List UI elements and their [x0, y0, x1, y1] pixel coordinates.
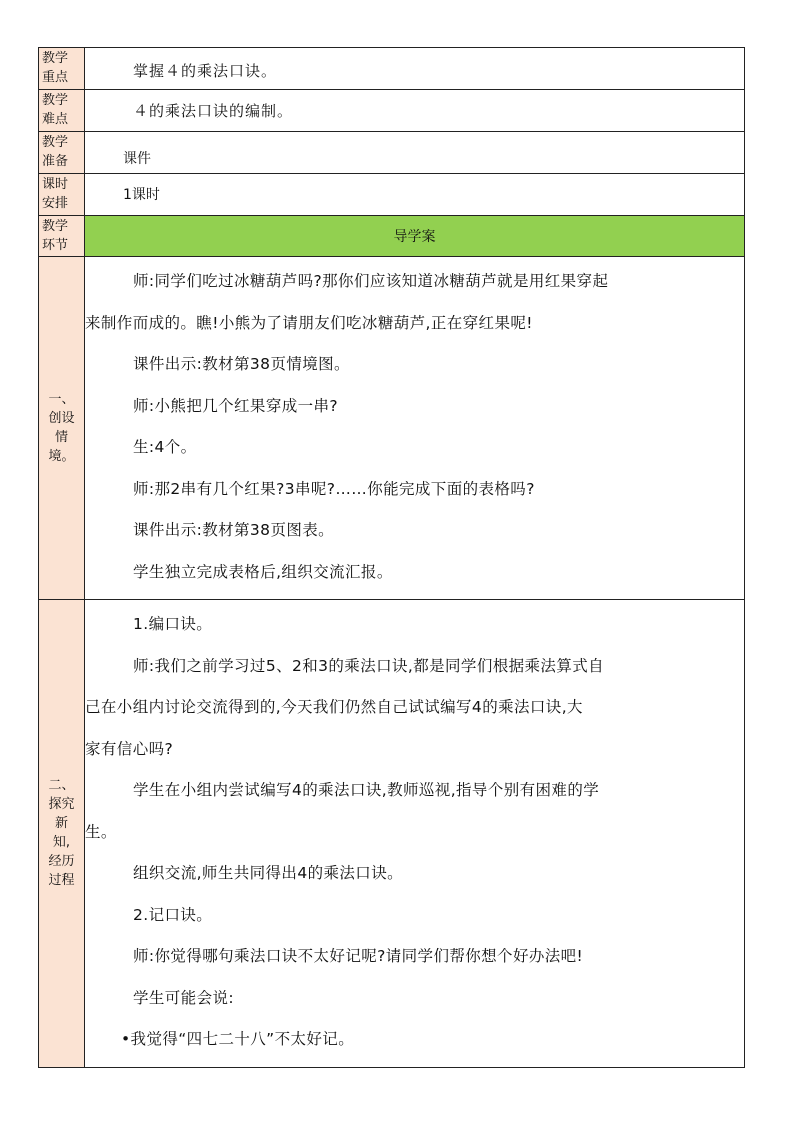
preparation-text: 课件 — [85, 132, 745, 174]
section-1-content — [85, 257, 745, 600]
lesson-plan-table — [38, 47, 745, 1068]
paragraph: 来制作而成的。瞧!小熊为了请朋友们吃冰糖葫芦,正在穿红果呢! — [85, 313, 533, 332]
label-key-point: 教学 重点 — [39, 48, 85, 90]
label-stage: 教学 环节 — [39, 216, 85, 257]
paragraph: 2.记口诀。 — [133, 905, 213, 924]
paragraph: 师:那2串有几个红果?3串呢?……你能完成下面的表格吗? — [133, 479, 535, 498]
key-point-text: 掌握４的乘法口诀。 — [85, 48, 745, 90]
bullet-item: •我觉得“四七二十八”不太好记。 — [121, 1030, 355, 1048]
paragraph: 师:同学们吃过冰糖葫芦吗?那你们应该知道冰糖葫芦就是用红果穿起 — [133, 272, 609, 290]
paragraph: 师:我们之前学习过5、2和3的乘法口诀,都是同学们根据乘法算式自 — [133, 656, 605, 675]
stage-header: 导学案 — [85, 216, 745, 257]
row-preparation — [39, 132, 745, 174]
section-2-label: 二、 探究 新 知, 经历 过程 — [39, 600, 85, 1068]
paragraph: 己在小组内讨论交流得到的,今天我们仍然自己试试编写4的乘法口诀,大 — [85, 698, 583, 716]
section-2-content — [85, 600, 745, 1068]
paragraph: 生。 — [85, 822, 117, 841]
paragraph: 师:小熊把几个红果穿成一串? — [133, 396, 339, 415]
schedule-text: 1课时 — [85, 174, 745, 216]
paragraph: 生:4个。 — [133, 438, 197, 456]
paragraph: 学生在小组内尝试编写4的乘法口诀,教师巡视,指导个别有困难的学 — [133, 781, 600, 799]
section-1-label: 一、 创设 情 境。 — [39, 257, 85, 600]
paragraph: 课件出示:教材第38页情境图。 — [133, 355, 350, 373]
label-preparation: 教学 准备 — [39, 132, 85, 174]
row-key-point — [39, 48, 745, 90]
label-difficulty: 教学 难点 — [39, 90, 85, 132]
paragraph: 课件出示:教材第38页图表。 — [133, 521, 335, 539]
paragraph: 1.编口诀。 — [133, 615, 213, 633]
section-1-row — [39, 257, 745, 600]
row-difficulty — [39, 90, 745, 132]
difficulty-text: ４的乘法口诀的编制。 — [85, 90, 745, 132]
row-schedule — [39, 174, 745, 216]
row-stage — [39, 216, 745, 257]
paragraph: 学生独立完成表格后,组织交流汇报。 — [133, 562, 393, 581]
paragraph: 师:你觉得哪句乘法口诀不太好记呢?请同学们帮你想个好办法吧! — [133, 947, 584, 965]
paragraph: 组织交流,师生共同得出4的乘法口诀。 — [133, 864, 403, 882]
section-2-row — [39, 600, 745, 1068]
paragraph: 学生可能会说: — [133, 988, 235, 1007]
paragraph: 家有信心吗? — [85, 739, 174, 758]
label-schedule: 课时 安排 — [39, 174, 85, 216]
